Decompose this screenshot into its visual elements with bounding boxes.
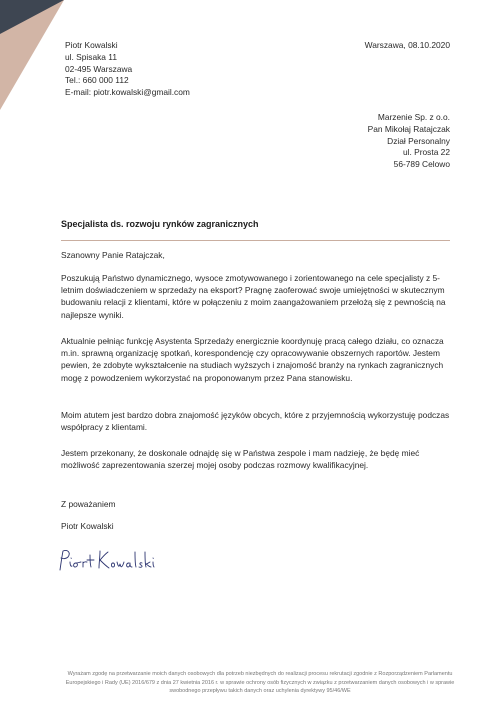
closing-phrase: Z poważaniem bbox=[61, 499, 116, 509]
recipient-block bbox=[368, 112, 450, 171]
sender-street: ul. Spisaka 11 bbox=[65, 51, 117, 62]
recipient-company: Marzenie Sp. z o.o. bbox=[377, 112, 450, 122]
greeting: Szanowny Panie Ratajczak, bbox=[61, 250, 165, 260]
sender-city: 02-495 Warszawa bbox=[65, 63, 133, 74]
sender-email: E-mail: piotr.kowalski@gmail.com bbox=[65, 87, 190, 98]
sender-phone: Tel.: 660 000 112 bbox=[65, 75, 129, 86]
body-paragraph-3: Moim atutem jest bardzo dobra znajomość języków obcych, które z przyjemnością wykorzystuję podczas współpracy z klientami. bbox=[61, 410, 450, 433]
letter-date: Warszawa, 08.10.2020 bbox=[364, 40, 450, 50]
corner-decoration bbox=[0, 0, 64, 110]
recipient-city: 56-789 Celowo bbox=[393, 159, 450, 170]
recipient-street: ul. Prosta 22 bbox=[402, 147, 450, 158]
sender-name: Piotr Kowalski bbox=[65, 40, 118, 50]
letter-subject: Specjalista ds. rozwoju rynków zagranicznych bbox=[61, 219, 259, 229]
body-paragraph-1: Poszukują Państwo dynamicznego, wysoce zmotywowanego i zorientowanego na cele specjalisty z 5-letnim doświadczeniem w sprzedaży na eksport? Pragnę zaoferować swoje umiejętności w skutecznym budowaniu relacji z klientami, które w połączeniu z moim zaangażowaniem przełożą się z pewnością na najlepsze wyniki. bbox=[61, 273, 446, 320]
handwritten-signature bbox=[56, 546, 156, 574]
subject-divider bbox=[61, 240, 450, 241]
body-paragraph-2: Aktualnie pełniąc funkcję Asystenta Sprzedaży energicznie koordynuję pracą całego działu, co oznacza m.in. sprawną organizację spotkań, korespondencję czy opracowywanie obszernych raportów. Jestem pewien, że zdobyte wykształcenie na studiach wyższych i znajomość branży na rynkach zagranicznych mogę z powodzeniem wykorzystać na proponowanym przez Pana stanowisku. bbox=[61, 336, 444, 383]
body-paragraph-4: Jestem przekonany, że doskonale odnajdę się w Państwa zespole i mam nadzieję, że będę mieć możliwość zaprezentowania szerzej mojej osoby podczas rozmowy kwalifikacyjnej. bbox=[61, 448, 420, 471]
gdpr-consent-clause: Wyrażam zgodę na przetwarzanie moich danych osobowych dla potrzeb niezbędnych do realizacji procesu rekrutacji zgodnie z Rozporządzeniem Parlamentu Europejskiego i Rady (UE) 2016/679 z dnia 27 kwietnia 2016 r. w sprawie ochrony osób fizycznych w związku z przetwarzaniem danych osobowych i w sprawie swobodnego przepływu takich danych oraz uchylenia dyrektywy 95/46/WE bbox=[65, 671, 455, 694]
sender-block bbox=[65, 40, 190, 99]
signature-name: Piotr Kowalski bbox=[61, 521, 114, 531]
recipient-person: Pan Mikołaj Ratajczak bbox=[367, 123, 450, 134]
recipient-department: Dział Personalny bbox=[387, 135, 450, 146]
